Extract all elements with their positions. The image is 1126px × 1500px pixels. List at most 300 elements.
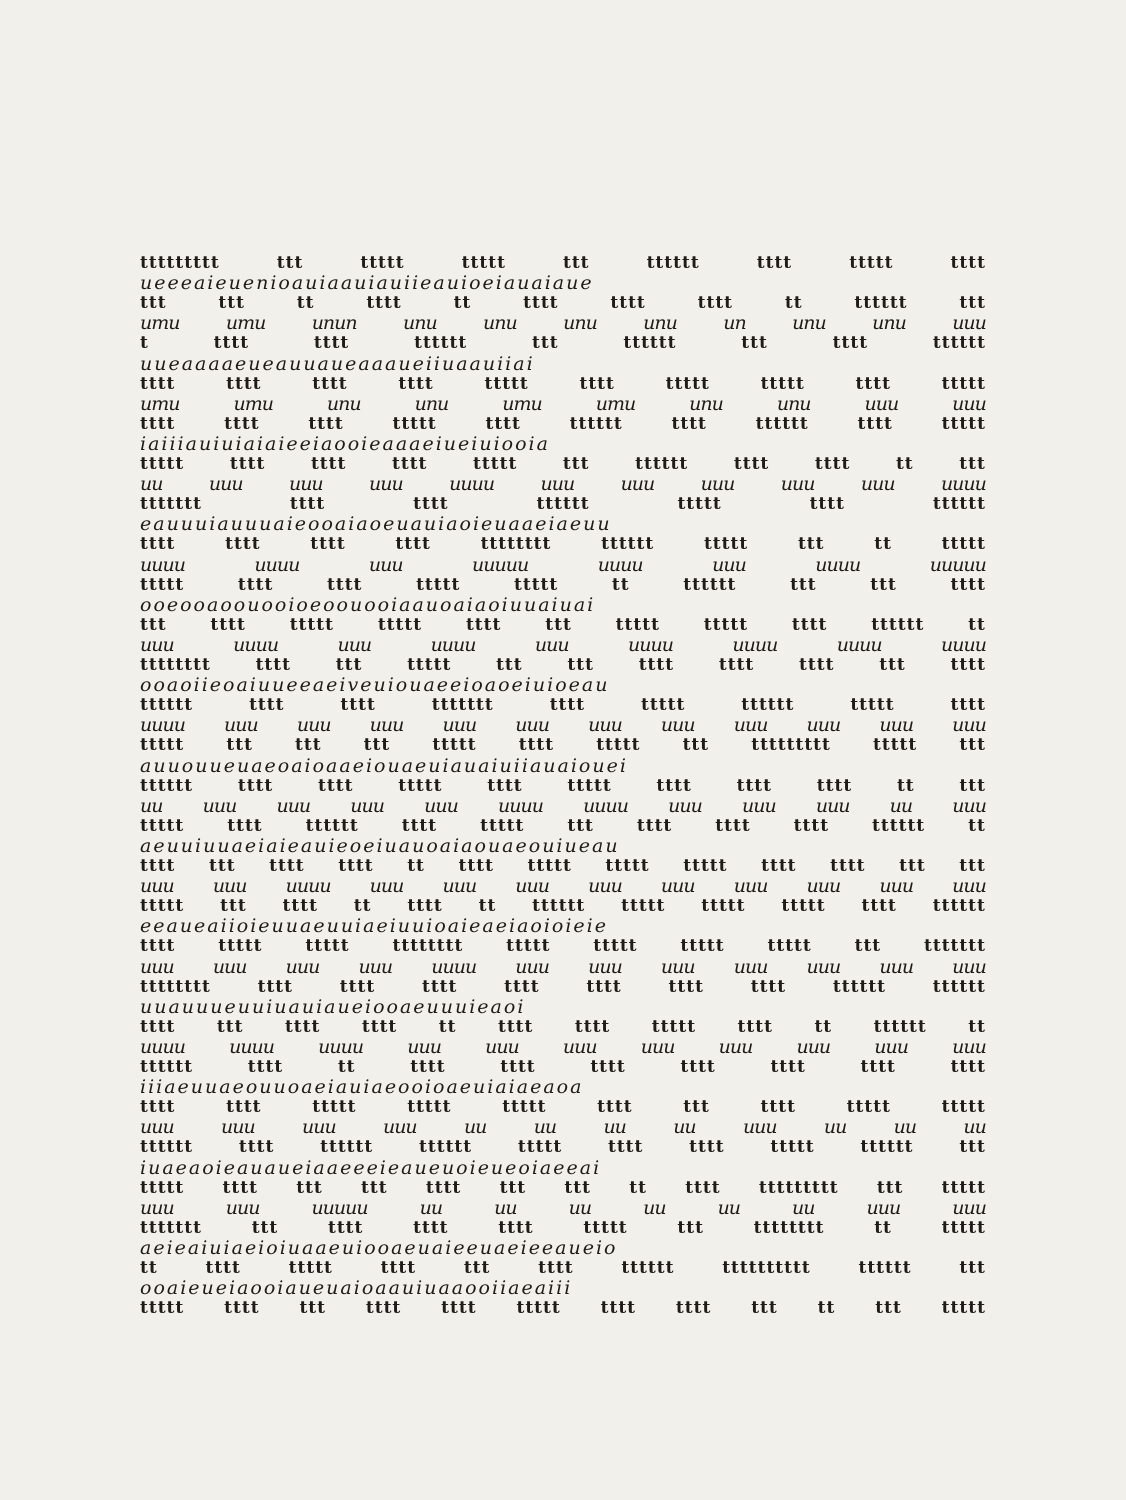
wave-group: uu [533, 1116, 557, 1139]
cross-row [140, 935, 1000, 957]
cross-group: tttt [715, 815, 751, 836]
cross-group: ttttt [596, 735, 641, 756]
cross-group: tttt [398, 373, 434, 394]
cross-group: tttttt [532, 896, 586, 917]
cross-group: ttt [959, 1137, 986, 1158]
cross-group: ttttt [502, 1097, 547, 1118]
cross-group: tttt [950, 253, 986, 273]
cross-group: tttttt [932, 333, 986, 354]
cross-group: tttt [756, 253, 793, 273]
cross-group: tttt [213, 333, 250, 354]
wave-group: uuu [540, 473, 575, 496]
cross-group: ttt [361, 1177, 388, 1198]
wave-group: uuu [224, 714, 258, 737]
wave-group: uuuu [431, 955, 477, 978]
wave-group: uuu [515, 714, 550, 737]
cross-group: tttt [289, 494, 326, 515]
cross-group: ttttt [941, 373, 986, 394]
cross-row [140, 373, 1000, 395]
cross-group: tttt [308, 413, 344, 434]
wave-group: uuu [301, 1116, 336, 1139]
cross-group: ttttt [140, 574, 185, 595]
cross-group: tttt [140, 856, 176, 876]
cross-group: ttttt [140, 735, 185, 756]
cross-group: tttttt [860, 1137, 914, 1158]
cross-group: tttttt [683, 574, 737, 595]
cross-group: ttt [870, 574, 897, 595]
wave-group: uuuuu [472, 553, 529, 576]
cross-group: ttttt [398, 775, 443, 796]
wave-group: uuuu [140, 714, 185, 737]
cross-group: tt [337, 1057, 356, 1077]
cross-row [140, 895, 1000, 917]
wave-group: uuuu [140, 1035, 185, 1058]
cross-group: tttt [830, 856, 866, 876]
wave-group: unu [689, 392, 723, 415]
cross-group: tttt [391, 454, 428, 474]
vowel-row [140, 594, 1000, 616]
cross-group: tttt [407, 896, 443, 917]
cross-group: ttttt [289, 614, 334, 635]
cross-group: tttt [832, 333, 869, 354]
wave-group: uuu [588, 875, 622, 898]
cross-group: ttttt [849, 253, 894, 273]
cross-group: ttt [959, 856, 986, 876]
cross-group: ttt [797, 534, 825, 555]
cross-row [140, 1177, 1000, 1199]
cross-group: tttt [238, 1137, 275, 1158]
cross-group: ttttt [873, 735, 918, 756]
cross-group: tttt [339, 976, 376, 997]
vowel-group: ooaieueiaooiaueuaioaauiuaaooiiaeaiii [140, 1277, 573, 1300]
cross-group: tttt [733, 454, 770, 474]
wave-row [140, 795, 1000, 817]
cross-group: tttt [269, 856, 305, 876]
cross-group: tttt [816, 775, 853, 796]
cross-group: ttttt [605, 856, 650, 876]
cross-group: tttt [413, 494, 449, 515]
cross-group: tttttt [858, 1258, 912, 1278]
wave-row [140, 634, 1000, 656]
cross-group: ttttttt [140, 1217, 202, 1238]
cross-group: tttt [718, 655, 755, 675]
wave-group: uuuu [497, 794, 543, 817]
wave-group: uu [463, 1116, 487, 1139]
cross-group: tt [874, 534, 892, 555]
wave-group: umu [140, 312, 180, 335]
cross-group: tttt [950, 655, 986, 675]
cross-group: ttttt [480, 815, 525, 836]
cross-group: tttttt [419, 1137, 473, 1158]
wave-group: uuu [337, 633, 372, 656]
cross-group: ttttt [567, 775, 612, 796]
wave-group: uuuu [628, 633, 673, 656]
cross-group: ttttttt [924, 936, 986, 957]
cross-group: tt [407, 856, 425, 876]
cross-row [140, 413, 1000, 435]
cross-row [140, 1136, 1000, 1158]
cross-group: tttttt [320, 1137, 374, 1158]
cross-group: tt [874, 1217, 892, 1238]
wave-group: uuuu [815, 553, 861, 576]
wave-group: uuu [212, 875, 247, 898]
cross-group: ttttt [377, 614, 423, 635]
cross-group: ttttttt [140, 494, 202, 515]
cross-group: tttt [500, 1057, 536, 1077]
wave-group: uuu [296, 714, 331, 737]
cross-group: tttt [205, 1258, 241, 1278]
cross-group: ttt [218, 293, 245, 314]
cross-group: tttt [590, 1057, 626, 1077]
cross-group: ttttttttt [140, 253, 220, 273]
wave-group: uuu [806, 955, 841, 978]
wave-group: uuu [866, 1196, 901, 1219]
wave-group: uuu [485, 1035, 519, 1058]
cross-group: tttt [229, 454, 266, 474]
vowel-group: ooaoiieoaiuueeaeiveuiouaeeioaoeiuioeau [140, 674, 610, 697]
cross-group: tttttttttt [722, 1258, 811, 1278]
cross-group: ttttt [407, 1097, 452, 1118]
cross-group: tttt [140, 413, 176, 434]
cross-group: tttttt [140, 1137, 194, 1158]
cross-group: ttttt [665, 373, 710, 394]
wave-group: uuu [741, 794, 776, 817]
cross-group: tttt [610, 293, 646, 314]
vowel-group: auuouueuaeoaioaaeiouaeuiauaiuiiauaiouei [140, 754, 628, 777]
cross-group: tttt [255, 655, 291, 675]
cross-group: tttt [310, 454, 347, 474]
cross-group: tttt [497, 1016, 534, 1037]
wave-row [140, 312, 1000, 334]
cross-group: tttttt [932, 896, 986, 917]
cross-group: tttt [327, 574, 363, 595]
cross-group: ttt [751, 1298, 778, 1319]
wave-group: uuu [369, 473, 403, 496]
cross-group: ttttt [140, 1177, 185, 1198]
wave-group: uuu [952, 875, 986, 898]
cross-row [140, 775, 1000, 797]
wave-group: unu [326, 392, 361, 415]
cross-group: ttttt [484, 373, 529, 394]
cross-group: tttt [814, 454, 851, 474]
cross-group: tt [611, 574, 630, 595]
vowel-row [140, 674, 1000, 696]
cross-group: tttt [458, 856, 494, 876]
wave-group: uuu [952, 1035, 986, 1058]
cross-group: ttttt [680, 936, 725, 957]
cross-group: ttt [683, 1097, 710, 1118]
wave-group: uuu [700, 473, 735, 496]
cross-group: ttttt [506, 936, 551, 957]
cross-group: tttt [523, 293, 559, 314]
cross-row [140, 855, 1000, 877]
cross-row [140, 614, 1000, 636]
cross-group: ttttt [767, 936, 812, 957]
wave-group: uuu [442, 714, 477, 737]
wave-group: uu [673, 1116, 696, 1139]
wave-group: uuu [588, 714, 622, 737]
cross-group: tttt [487, 775, 523, 796]
cross-group: tt [784, 293, 803, 314]
cross-group: ttt [959, 293, 986, 314]
cross-group: tttttt [871, 614, 925, 635]
vowel-group: eauuuiauuuaieooaiaoeuauiaoieuaaeiaeuu [140, 513, 612, 536]
vowel-group: aeuuiuuaeiaieauieoeiuauoaiaouaeouiueau [140, 834, 620, 857]
cross-group: tttttttt [392, 936, 464, 957]
wave-group: uuuuu [929, 553, 986, 576]
wave-group: uuu [879, 714, 914, 737]
cross-group: tttt [809, 494, 845, 515]
wave-group: uuu [874, 1035, 909, 1058]
cross-group: ttttt [941, 413, 986, 434]
vowel-group: uuauuueuuiuauiaueiooaeuuuieaoi [140, 995, 526, 1018]
cross-group: tttttt [536, 494, 590, 515]
cross-group: tttt [760, 1097, 796, 1118]
wave-group: uuu [588, 955, 622, 978]
wave-group: uuu [806, 875, 841, 898]
cross-group: tttt [861, 896, 897, 917]
cross-group: tttt [950, 1057, 986, 1077]
cross-group: ttt [532, 333, 559, 354]
cross-group: ttttt [941, 1177, 986, 1198]
wave-group: uuu [276, 794, 311, 817]
cross-group: tttttttt [140, 655, 211, 675]
wave-group: uuu [442, 875, 477, 898]
cross-group: ttt [875, 1298, 902, 1319]
cross-group: ttttttt [431, 695, 494, 716]
wave-group: uuu [620, 473, 655, 496]
cross-group: ttt [209, 856, 236, 876]
cross-group: ttttt [781, 896, 826, 917]
cross-group: tttt [210, 614, 246, 635]
cross-group: tttt [498, 1217, 534, 1238]
cross-group: ttt [295, 735, 322, 756]
cross-group: ttttt [140, 815, 185, 836]
cross-group: tttt [140, 534, 176, 555]
cross-group: tttttt [854, 293, 908, 314]
vowel-row [140, 433, 1000, 455]
cross-group: ttttt [941, 1097, 986, 1118]
wave-group: uuuu [140, 553, 185, 576]
wave-group: unu [776, 392, 811, 415]
cross-group: tttt [736, 775, 773, 796]
wave-group: uuu [712, 553, 746, 576]
wave-group: uuuu [229, 1035, 275, 1058]
wave-group: uuuu [583, 794, 629, 817]
cross-group: tttt [656, 775, 692, 796]
vowel-row [140, 272, 1000, 294]
cross-group: tttt [257, 976, 294, 997]
vowel-row [140, 513, 1000, 535]
wave-group: uuuuu [311, 1196, 368, 1219]
cross-group: tttt [857, 413, 893, 434]
vowel-group: iaiiiauiuiaiaieeiaooieaaaeiueiuiooia [140, 432, 550, 455]
cross-group: tttt [338, 856, 374, 876]
wave-group: uuu [640, 1035, 675, 1058]
vowel-group: ooeooaoouooioeoouooiaauoaiaoiuuaiuai [140, 593, 596, 616]
wave-group: uuu [225, 1196, 260, 1219]
cross-group: tttt [421, 976, 458, 997]
cross-group: ttt [251, 1217, 279, 1238]
cross-group: ttt [299, 1298, 326, 1319]
cross-group: tt [814, 1016, 833, 1037]
vowel-row [140, 915, 1000, 937]
cross-group: tttt [140, 373, 176, 394]
wave-group: uuu [369, 875, 404, 898]
wave-group: uuu [140, 1196, 174, 1219]
wave-group: uuu [952, 1196, 986, 1219]
cross-group: ttt [741, 333, 768, 354]
cross-group: tt [629, 1177, 647, 1198]
cross-group: tttt [600, 1298, 637, 1319]
wave-group: uuu [288, 473, 323, 496]
wave-group: uuu [140, 875, 174, 898]
cross-group: ttttt [432, 735, 477, 756]
cross-group: tttttt [741, 695, 795, 716]
wave-row [140, 1197, 1000, 1219]
cross-group: ttttttttt [758, 1177, 839, 1198]
cross-group: tttt [791, 614, 828, 635]
wave-group: uuuu [597, 553, 643, 576]
cross-group: tttt [689, 1137, 725, 1158]
cross-group: ttttt [392, 413, 437, 434]
vowel-row [140, 835, 1000, 857]
wave-row [140, 1036, 1000, 1058]
cross-group: tttttt [601, 534, 655, 555]
cross-group: tttt [425, 1177, 462, 1198]
cross-group: tttt [668, 976, 704, 997]
cross-row [140, 1016, 1000, 1038]
wave-group: uuuu [941, 633, 986, 656]
cross-group: tttttt [873, 1016, 927, 1037]
wave-group: uu [494, 1196, 517, 1219]
vowel-group: ueeeaieuenioauiaauiauiieauioeiauaiaue [140, 272, 594, 295]
cross-group: tt [296, 293, 315, 314]
cross-group: tttt [504, 976, 540, 997]
cross-row [140, 493, 1000, 515]
wave-group: uuu [562, 1035, 597, 1058]
wave-group: uuu [952, 714, 986, 737]
cross-group: ttt [959, 454, 986, 474]
cross-group: tttt [366, 293, 402, 314]
cross-group: ttt [790, 574, 817, 595]
cross-group: tttttttt [753, 1217, 825, 1238]
cross-group: tttt [950, 695, 986, 716]
cross-group: ttttt [514, 574, 559, 595]
cross-group: tt [968, 815, 986, 836]
cross-group: tttt [441, 1298, 477, 1319]
wave-row [140, 875, 1000, 897]
wave-group: uu [893, 1116, 917, 1139]
cross-group: tttt [140, 1016, 176, 1037]
cross-group: tttt [793, 815, 830, 836]
cross-group: ttt [499, 1177, 527, 1198]
wave-group: uuu [733, 714, 768, 737]
cross-group: tttt [597, 1097, 633, 1118]
wave-group: uu [889, 794, 913, 817]
cross-group: ttt [216, 1016, 244, 1037]
wave-group: uuu [368, 553, 403, 576]
wave-group: uuuu [318, 1035, 364, 1058]
cross-group: tttttt [872, 815, 926, 836]
wave-group: uuu [860, 473, 895, 496]
cross-row [140, 1096, 1000, 1118]
cross-group: ttttt [516, 1298, 561, 1319]
cross-group: tt [478, 896, 497, 917]
cross-group: tttt [638, 655, 675, 675]
cross-group: tttt [697, 293, 734, 314]
cross-group: ttt [140, 293, 167, 314]
vowel-group: aeieaiuiaeioiuaaeuiooaeuaieeuaeieeaueio [140, 1236, 618, 1259]
cross-group: tttt [284, 1016, 321, 1037]
cross-group: ttttt [527, 856, 572, 876]
cross-group: tttttt [755, 413, 809, 434]
wave-row [140, 393, 1000, 415]
vowel-row [140, 996, 1000, 1018]
cross-group: ttttt [701, 896, 746, 917]
cross-group: ttt [677, 1217, 704, 1238]
cross-group: tttt [401, 815, 438, 836]
cross-group: ttttt [641, 695, 686, 716]
cross-group: tttt [770, 1057, 806, 1077]
wave-group: uuu [660, 955, 695, 978]
vowel-row [140, 1277, 1000, 1299]
vowel-row [140, 755, 1000, 777]
cross-group: tttt [380, 1258, 417, 1278]
cross-group: ttt [140, 614, 167, 635]
wave-group: uuu [140, 955, 174, 978]
cross-row [140, 815, 1000, 837]
wave-group: uuuu [836, 633, 882, 656]
cross-group: ttt [296, 1177, 323, 1198]
vowel-group: uueaaaaeueauuaueaaaueiiuaauiiai [140, 352, 535, 375]
cross-group: tt [453, 293, 472, 314]
wave-group: uuu [879, 875, 914, 898]
cross-group: tttt [799, 655, 835, 675]
cross-group: tttt [247, 1057, 284, 1077]
cross-group: tttt [226, 1097, 262, 1118]
cross-group: tttttttt [480, 534, 552, 555]
wave-group: uuu [358, 955, 393, 978]
wave-group: uuu [718, 1035, 753, 1058]
wave-group: uu [717, 1196, 741, 1219]
cross-group: ttttt [593, 936, 638, 957]
cross-group: ttt [545, 614, 572, 635]
cross-group: tttt [950, 574, 986, 595]
cross-group: tttt [313, 333, 350, 354]
cross-group: tttt [579, 373, 615, 394]
cross-group: ttt [959, 735, 986, 756]
wave-group: unu [792, 312, 826, 335]
cross-group: tttttttt [140, 976, 211, 997]
wave-group: uuu [879, 955, 914, 978]
wave-group: uuu [815, 794, 850, 817]
wave-group: umu [225, 312, 266, 335]
wave-group: uuu [952, 955, 986, 978]
cross-group: tttt [225, 534, 261, 555]
wave-group: uuu [407, 1035, 441, 1058]
wave-group: uuu [202, 794, 237, 817]
cross-group: ttttt [770, 1137, 815, 1158]
cross-group: ttttt [140, 454, 185, 474]
wave-group: unu [414, 392, 449, 415]
wave-group: uuu [515, 955, 550, 978]
cross-group: tt [968, 614, 986, 635]
wave-group: uuu [382, 1116, 417, 1139]
wave-group: uuu [140, 633, 174, 656]
cross-group: ttttt [218, 936, 263, 957]
cross-group: tttt [518, 735, 555, 756]
